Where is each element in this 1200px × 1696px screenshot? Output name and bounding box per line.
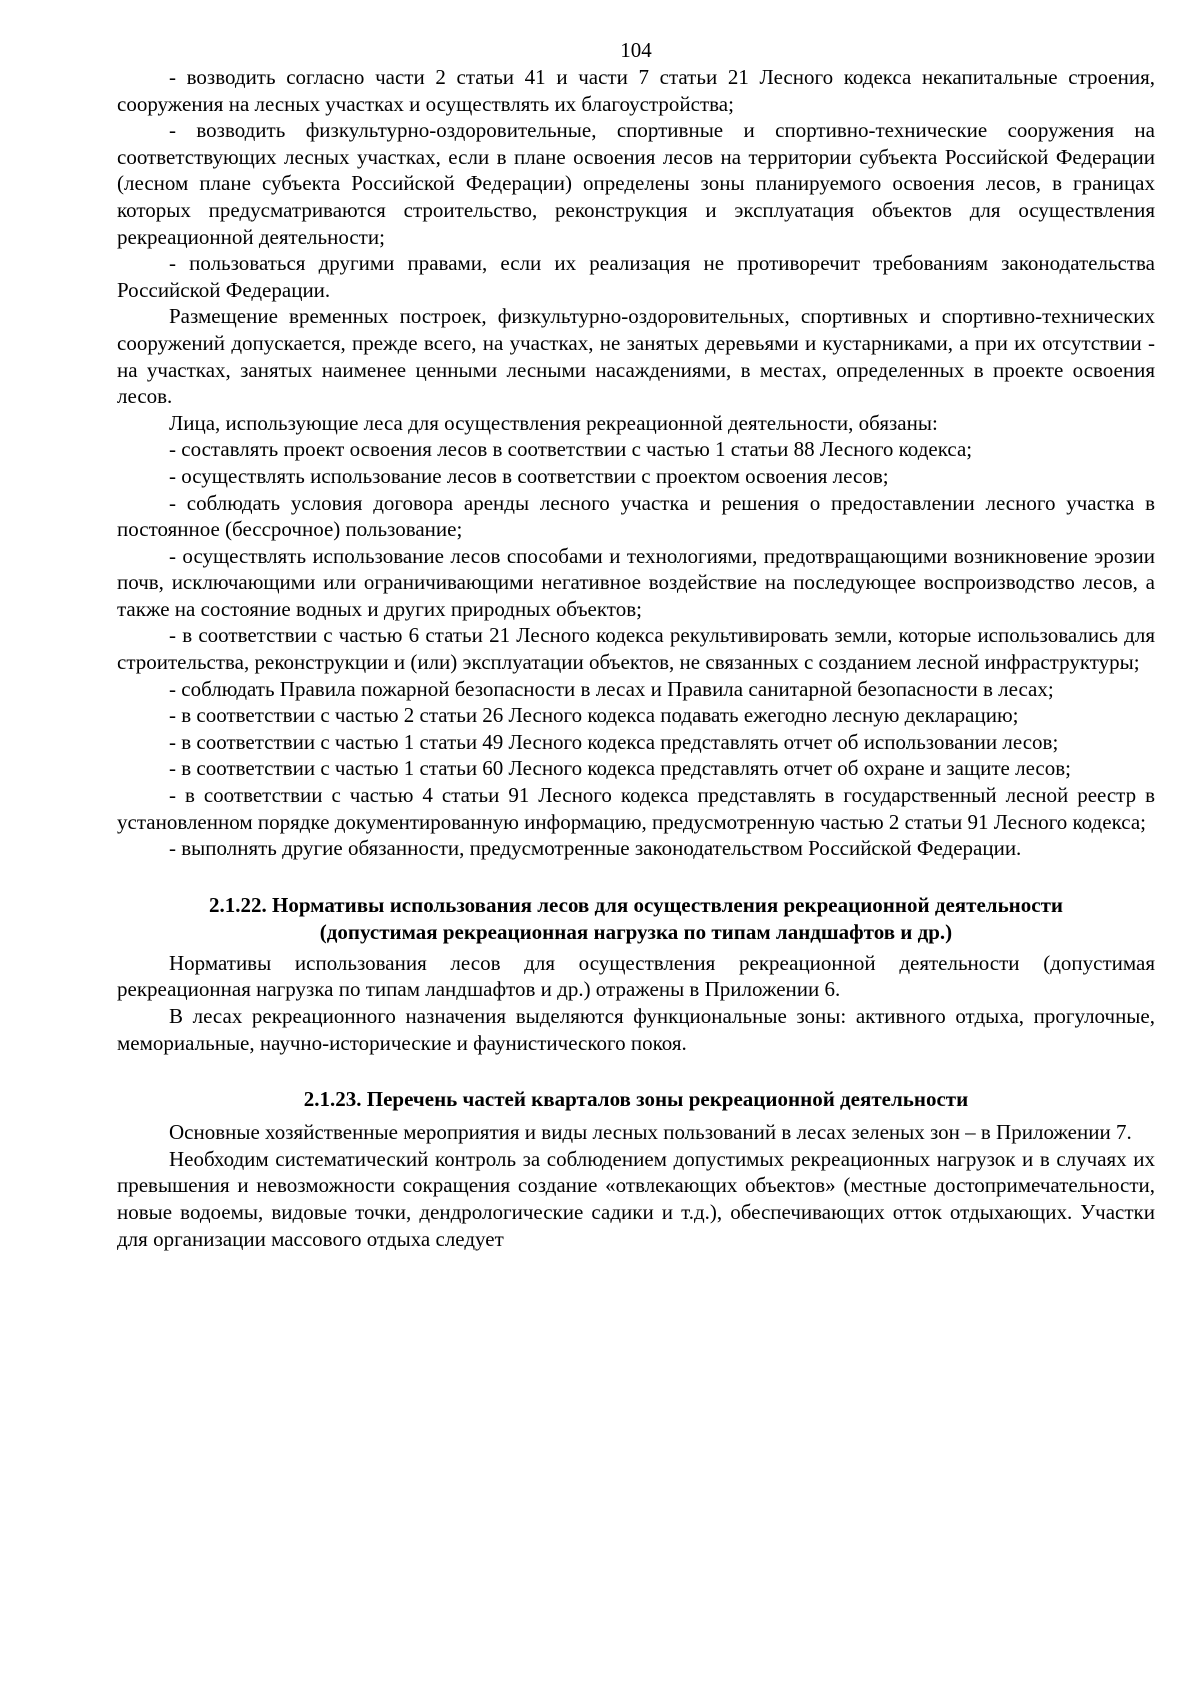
section-heading-2-1-22 [117,892,1155,946]
paragraph: - соблюдать условия договора аренды лесного участка и решения о предоставлении лесного участка в постоянное (бессрочное) пользование; [117,490,1155,542]
paragraph: В лесах рекреационного назначения выделяются функциональные зоны: активного отдыха, прогулочные, мемориальные, научно-исторические и фаунистического покоя. [117,1004,1155,1055]
paragraph: - в соответствии с частью 6 статьи 21 Лесного кодекса рекультивировать земли, которые использовались для строительства, реконструкции и (или) эксплуатации объектов, не связанных с созданием лесной инфраструктуры; [117,623,1155,675]
paragraph: - возводить согласно части 2 статьи 41 и части 7 статьи 21 Лесного кодекса некапитальные строения, сооружения на лесных участках и осуществлять их благоустройства; [117,65,1155,116]
paragraph: Лица, использующие леса для осуществления рекреационной деятельности, обязаны: [169,410,938,435]
paragraph: - выполнять другие обязанности, предусмотренные законодательством Российской Федерации. [169,836,1022,861]
paragraph: - осуществлять использование лесов в соответствии с проектом освоения лесов; [169,463,889,488]
document-page [117,36,1155,1252]
paragraph: - в соответствии с частью 1 статьи 49 Лесного кодекса представлять отчет об использовании лесов; [169,729,1059,754]
paragraph: - в соответствии с частью 4 статьи 91 Лесного кодекса представлять в государственный лесной реестр в установленном порядке документированную информацию, предусмотренную частью 2 статьи 91 Лесного кодекса; [117,783,1155,834]
section-heading-line: (допустимая рекреационная нагрузка по типам ландшафтов и др.) [319,919,953,944]
paragraph: - пользоваться другими правами, если их реализация не противоречит требованиям законодательства Российской Федерации. [117,251,1155,302]
paragraph: Размещение временных построек, физкультурно-оздоровительных, спортивных и спортивно-технических сооружений допускается, прежде всего, на участках, не занятых деревьями и кустарниками, а при их отсутствии - на участках, занятых наименее ценными лесными насаждениями, в местах, определенных в проекте освоения лесов. [117,304,1155,409]
paragraph: - составлять проект освоения лесов в соответствии с частью 1 статьи 88 Лесного кодекса; [169,437,973,462]
page-number: 104 [620,38,652,62]
section-heading-2-1-23: 2.1.23. Перечень частей кварталов зоны рекреационной деятельности [303,1087,969,1112]
paragraph: Основные хозяйственные мероприятия и виды лесных пользований в лесах зеленых зон – в Приложении 7. [169,1120,1132,1145]
paragraph: Нормативы использования лесов для осуществления рекреационной деятельности (допустимая рекреационная нагрузка по типам ландшафтов и др.) отражены в Приложении 6. [117,950,1155,1002]
paragraph: - соблюдать Правила пожарной безопасности в лесах и Правила санитарной безопасности в лесах; [169,676,1054,701]
paragraph: - возводить физкультурно-оздоровительные, спортивные и спортивно-технические сооружения на соответствующих лесных участках, если в плане освоения лесов на территории субъекта Российской Федерации (лесном плане субъекта Российской Федерации) определены зоны планируемого освоения лесов, в границах которых предусматриваются строительство, реконструкция и эксплуатация объектов для осуществления рекреационной деятельности; [117,118,1155,249]
section-heading-line: 2.1.22. Нормативы использования лесов для осуществления рекреационной деятельности [208,892,1064,917]
paragraph: - осуществлять использование лесов способами и технологиями, предотвращающими возникновение эрозии почв, исключающими или ограничивающими негативное воздействие на последующее воспроизводство лесов, а также на состояние водных и других природных объектов; [117,543,1155,621]
paragraph: Необходим систематический контроль за соблюдением допустимых рекреационных нагрузок и в случаях их превышения и невозможности сокращения создание «отвлекающих объектов» (местные достопримечательности, новые водоемы, видовые точки, дендрологические садики и т.д.), обеспечивающих отток отдыхающих. Участки для организации массового отдыха следует [117,1146,1155,1251]
paragraph: - в соответствии с частью 1 статьи 60 Лесного кодекса представлять отчет об охране и защите лесов; [169,756,1071,781]
paragraph: - в соответствии с частью 2 статьи 26 Лесного кодекса подавать ежегодно лесную декларацию; [169,703,1019,728]
